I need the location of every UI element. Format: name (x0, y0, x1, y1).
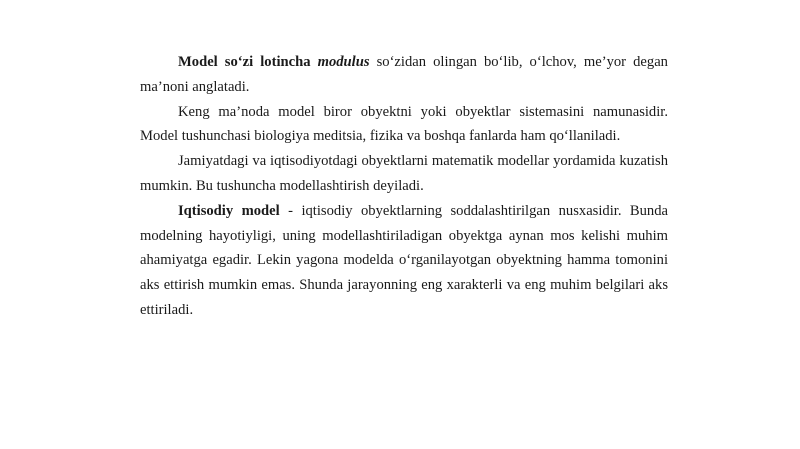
term-model-lead: Model so‘zi lotincha (178, 54, 311, 70)
term-modulus: modulus (317, 54, 370, 70)
paragraph-model-broad-meaning (140, 100, 668, 150)
term-economic-model: Iqtisodiy model (178, 202, 280, 219)
paragraph-text: - iqtisodiy obyektlarning soddalashtirilgan nusxasidir. Bunda modelning hayotiyligi, uning modellashtiriladigan obyektga aynan mos kelishi muhim ahamiyatga egadir. Lekin yagona modelda o‘rganilayotgan obyektning hamma tomonini aks ettirish mumkin emas. Shunda jarayonning eng xarakterli va eng muhim belgilari aks ettiriladi. (140, 202, 669, 318)
document-body (140, 50, 668, 323)
paragraph-text: Keng ma’noda model biror obyektni yoki obyektlar sistemasini namunasidir. Model tushunchasi biologiya meditsia, fizika va boshqa fanlarda ham qo‘llaniladi. (140, 103, 668, 145)
paragraph-text: Jamiyatdagi va iqtisodiyotdagi obyektlarni matematik modellar yordamida kuzatish mumkin. Bu tushuncha modellashtirish deyiladi. (140, 153, 668, 194)
paragraph-modelling (140, 149, 668, 199)
paragraph-model-definition (140, 50, 668, 100)
paragraph-economic-model (140, 199, 668, 323)
paragraph-text: so‘zidan olingan bo‘lib, o‘lchov, me’yor degan ma’noni anglatadi. (140, 54, 668, 95)
